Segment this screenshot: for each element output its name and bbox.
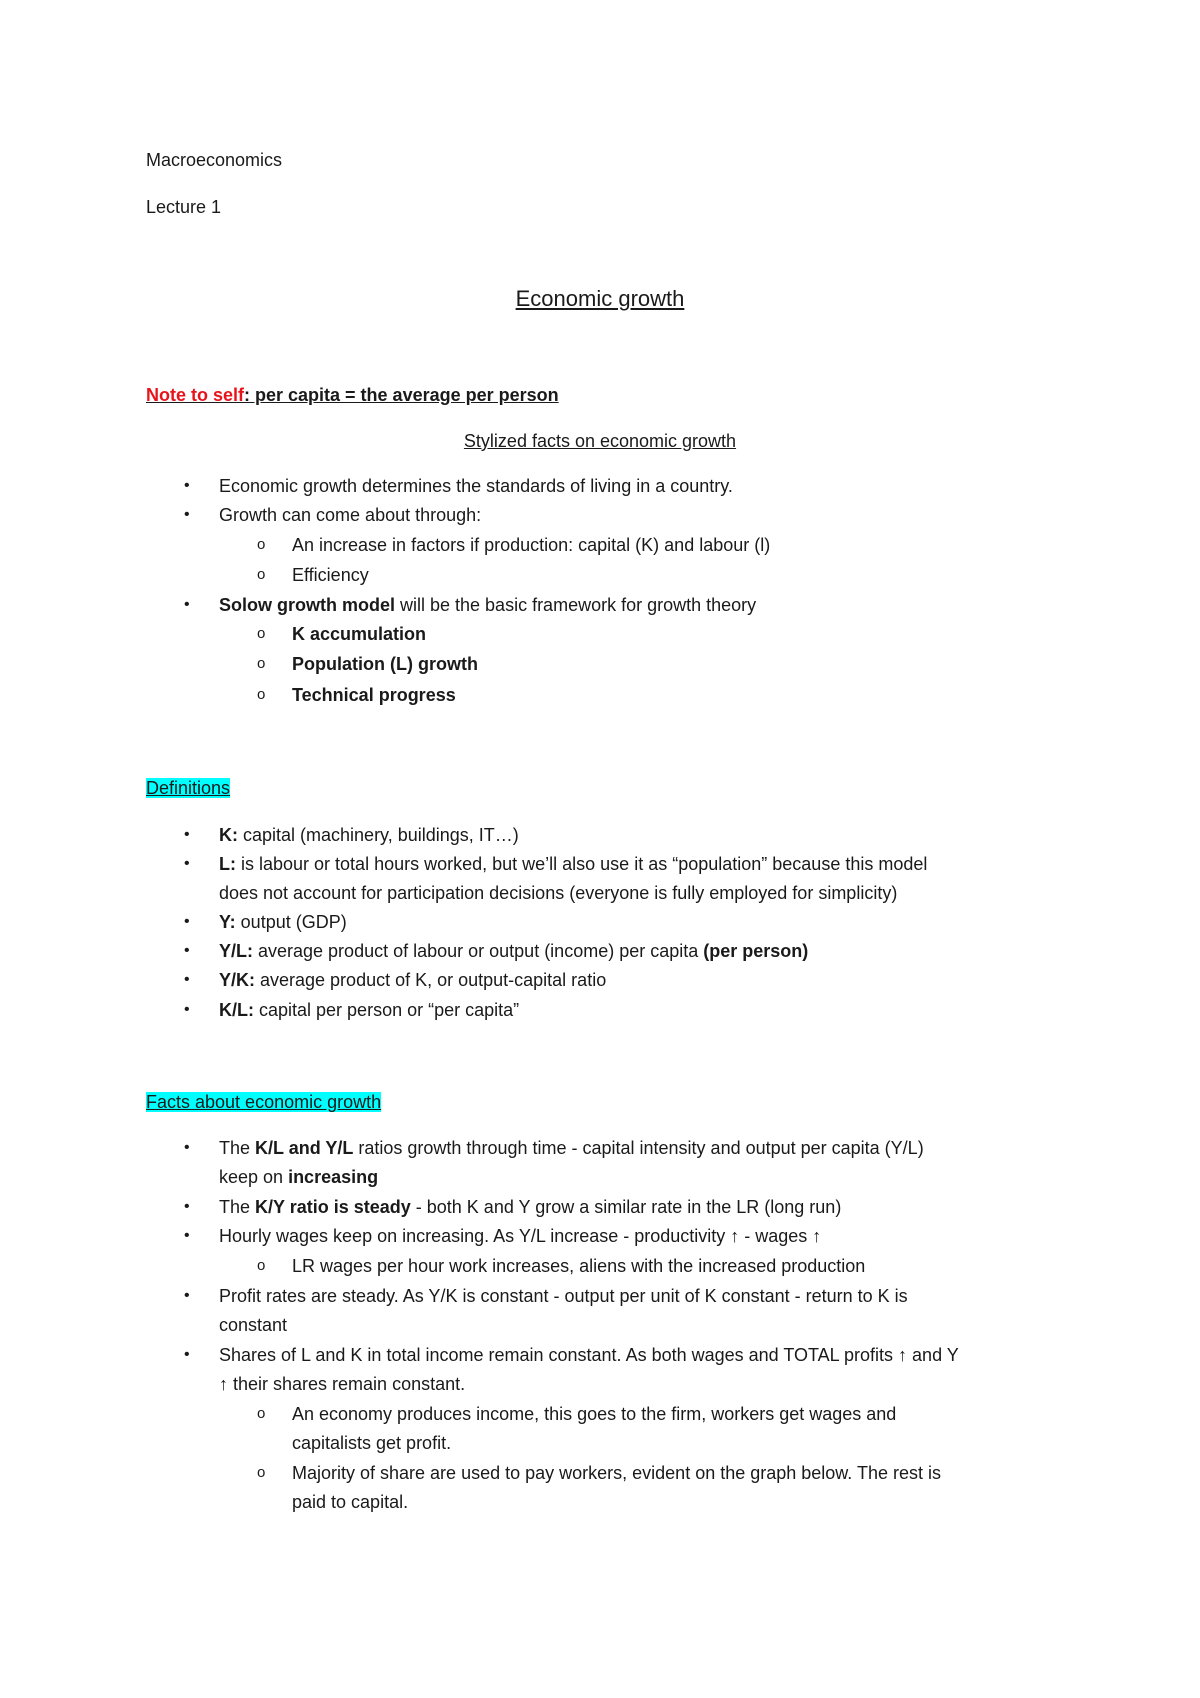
fact-item: Hourly wages keep on increasing. As Y/L increase - productivity ↑ - wages ↑ — [219, 1226, 822, 1246]
sub-list-item: Population (L) growth — [292, 654, 478, 674]
sub-bullet-icon: o — [257, 625, 266, 642]
sub-list-item-continued: paid to capital. — [292, 1492, 409, 1512]
note-label: Note to self — [146, 385, 245, 405]
sub-bullet-icon: o — [257, 1464, 266, 1481]
definition-term: K/L: — [219, 1000, 254, 1020]
sub-list-item-continued: capitalists get profit. — [292, 1433, 452, 1453]
lecture-label: Lecture 1 — [146, 197, 222, 217]
fact-item-continued: ↑ their shares remain constant. — [219, 1374, 466, 1394]
definition-item — [219, 999, 519, 1021]
definitions-heading-text: Definitions — [146, 778, 231, 798]
fact-text: - both K and Y grow a similar rate in the LR (long run) — [410, 1197, 842, 1217]
facts-heading-text: Facts about economic growth — [146, 1092, 382, 1112]
definition-term: Y: — [219, 912, 236, 932]
bullet-icon: • — [184, 1346, 190, 1363]
list-item: Growth can come about through: — [219, 505, 482, 525]
fact-text: keep on — [219, 1167, 289, 1187]
definition-term: Y/K: — [219, 970, 255, 990]
definition-term: K: — [219, 825, 238, 845]
definitions-heading — [146, 777, 230, 799]
bullet-icon: • — [184, 855, 190, 872]
sub-bullet-icon: o — [257, 1257, 266, 1274]
bullet-icon: • — [184, 596, 190, 613]
definition-text-continued: does not account for participation decisions (everyone is fully employed for simplicity) — [219, 883, 898, 903]
list-item: Economic growth determines the standards of living in a country. — [219, 476, 733, 496]
bullet-icon: • — [184, 1139, 190, 1156]
bullet-icon: • — [184, 1198, 190, 1215]
stylized-heading-text: Stylized facts on economic growth — [463, 431, 737, 451]
definition-text: capital (machinery, buildings, IT…) — [238, 825, 519, 845]
definition-term: L: — [219, 854, 236, 874]
stylized-heading — [0, 430, 1200, 452]
definition-item — [219, 911, 347, 933]
solow-term: Solow growth model — [219, 595, 395, 615]
sub-list-item: Efficiency — [292, 565, 369, 585]
sub-bullet-icon: o — [257, 536, 266, 553]
sub-list-item: An economy produces income, this goes to the firm, workers get wages and — [292, 1404, 897, 1424]
fact-item — [219, 1196, 841, 1218]
solow-text: will be the basic framework for growth theory — [395, 595, 757, 615]
definition-emphasis: (per person) — [703, 941, 809, 961]
fact-item: Shares of L and K in total income remain constant. As both wages and TOTAL profits ↑ and Y — [219, 1345, 959, 1365]
note-text: : per capita = the average per person — [244, 385, 559, 405]
sub-list-item: Majority of share are used to pay workers, evident on the graph below. The rest is — [292, 1463, 942, 1483]
definition-item — [219, 824, 519, 846]
bullet-icon: • — [184, 826, 190, 843]
definition-text: average product of K, or output-capital ratio — [255, 970, 607, 990]
fact-item: Profit rates are steady. As Y/K is constant - output per unit of K constant - return to K is — [219, 1286, 908, 1306]
definition-text: output (GDP) — [235, 912, 347, 932]
definition-item — [219, 969, 606, 991]
bullet-icon: • — [184, 506, 190, 523]
definition-text: is labour or total hours worked, but we’ll also use it as “population” because this model — [236, 854, 928, 874]
note-to-self — [146, 384, 559, 406]
definition-text: capital per person or “per capita” — [254, 1000, 520, 1020]
sub-list-item: Technical progress — [292, 685, 456, 705]
sub-bullet-icon: o — [257, 686, 266, 703]
sub-list-item: K accumulation — [292, 624, 427, 644]
page-title — [0, 288, 1200, 310]
fact-text: ratios growth through time - capital intensity and output per capita (Y/L) — [353, 1138, 924, 1158]
fact-item — [219, 1137, 924, 1159]
page-title-text: Economic growth — [515, 286, 685, 311]
bullet-icon: • — [184, 971, 190, 988]
course-name: Macroeconomics — [146, 150, 283, 170]
sub-list-item: LR wages per hour work increases, aliens with the increased production — [292, 1256, 866, 1276]
definition-item — [219, 940, 808, 962]
sub-bullet-icon: o — [257, 1405, 266, 1422]
sub-list-item: An increase in factors if production: capital (K) and labour (l) — [292, 535, 771, 555]
facts-heading — [146, 1091, 381, 1113]
fact-emphasis: K/Y ratio is steady — [255, 1197, 411, 1217]
definition-term: Y/L: — [219, 941, 253, 961]
fact-emphasis: K/L and Y/L — [255, 1138, 354, 1158]
sub-bullet-icon: o — [257, 566, 266, 583]
fact-text: The — [219, 1197, 256, 1217]
definition-text: average product of labour or output (income) per capita — [253, 941, 704, 961]
bullet-icon: • — [184, 1287, 190, 1304]
bullet-icon: • — [184, 1001, 190, 1018]
bullet-icon: • — [184, 942, 190, 959]
sub-bullet-icon: o — [257, 655, 266, 672]
fact-text: The — [219, 1138, 256, 1158]
bullet-icon: • — [184, 1227, 190, 1244]
bullet-icon: • — [184, 913, 190, 930]
fact-emphasis: increasing — [288, 1167, 379, 1187]
bullet-icon: • — [184, 477, 190, 494]
list-item — [219, 594, 756, 616]
fact-item-continued — [219, 1166, 378, 1188]
fact-item-continued: constant — [219, 1315, 288, 1335]
definition-item — [219, 853, 927, 875]
